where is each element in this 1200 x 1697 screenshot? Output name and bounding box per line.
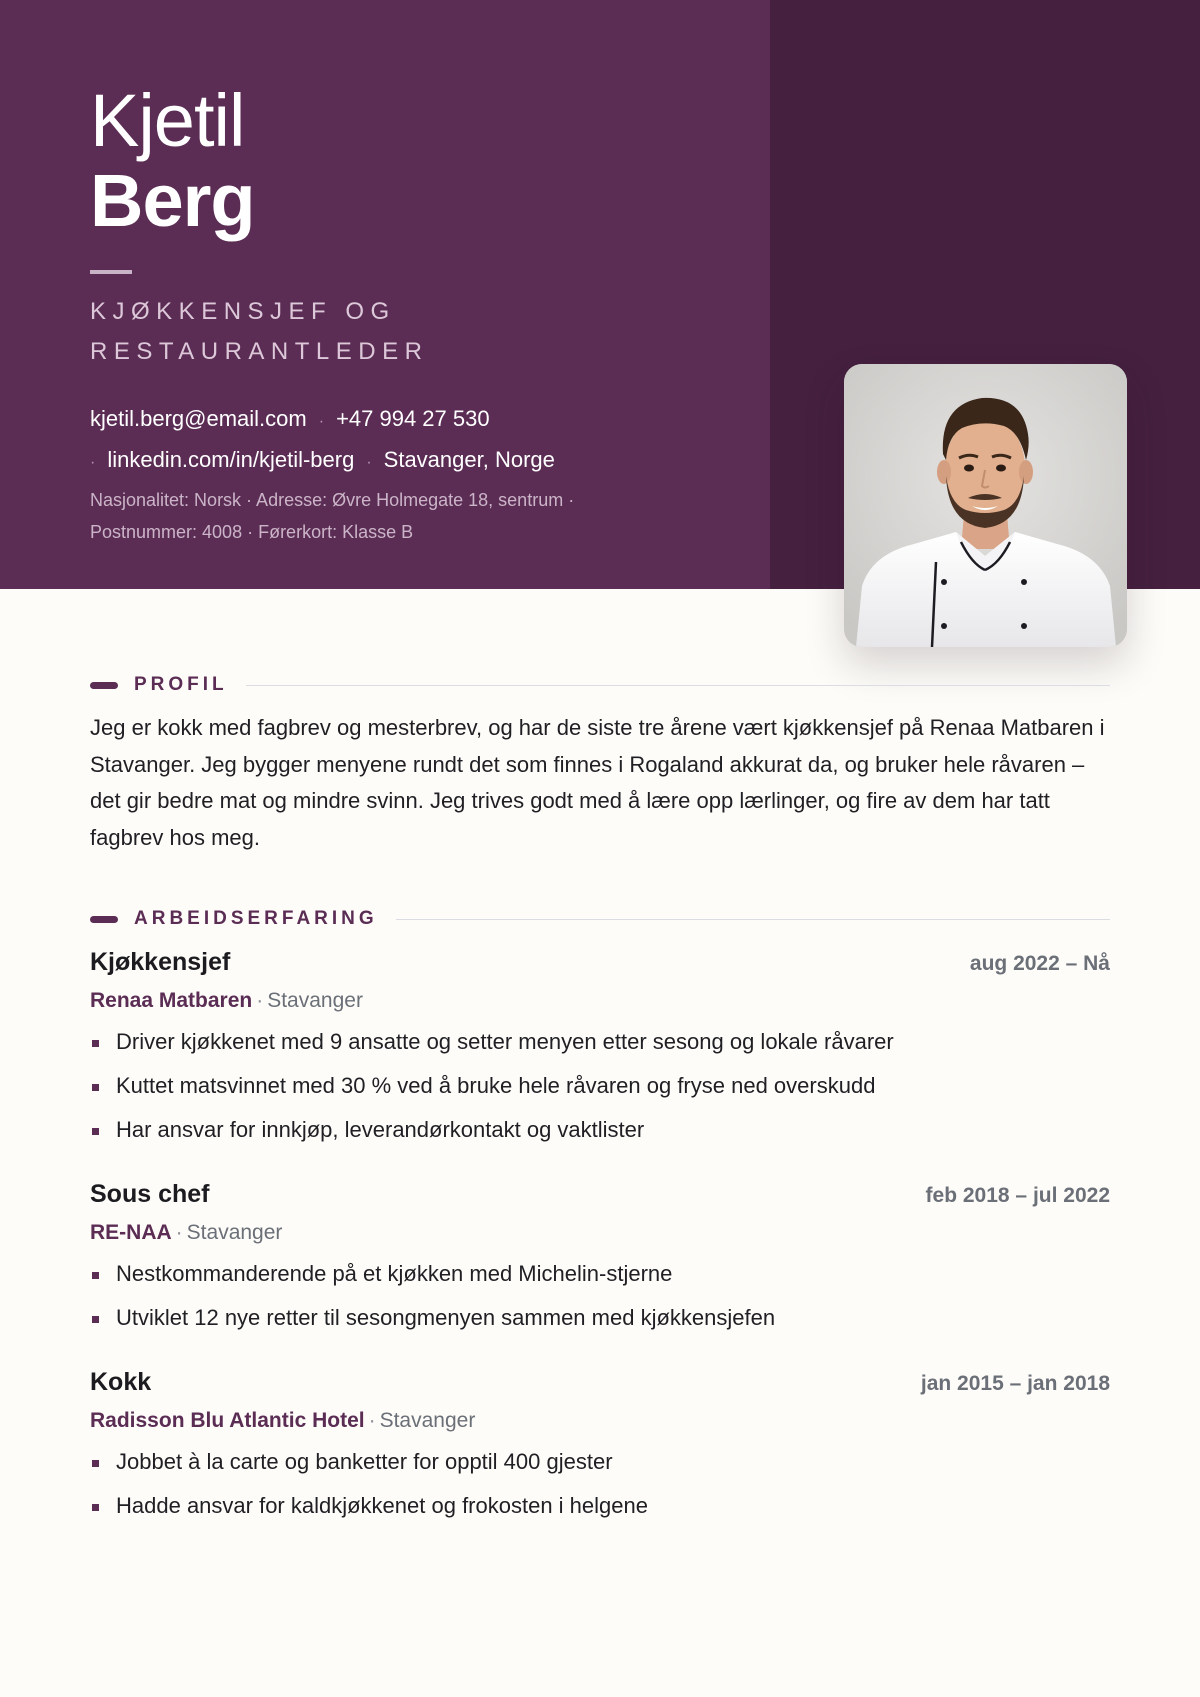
first-name: Kjetil [90,79,245,162]
separator-dot: · [175,1221,183,1244]
job-role: Kokk [90,1368,152,1396]
job-bullets [90,1449,1110,1519]
last-name: Berg [90,159,255,242]
profile-photo [844,364,1127,647]
separator-dot: · [90,454,96,471]
separator-dot: · [318,413,325,430]
contact-line-1 [90,400,690,441]
email-link[interactable]: kjetil.berg@email.com [90,406,307,431]
job-dates: jan 2015 – jan 2018 [920,1372,1110,1395]
job-company-line [90,1221,1110,1245]
bullet-item: Utviklet 12 nye retter til sesongmenyen sammen med kjøkkensjefen [90,1305,1110,1331]
separator-dot: · [256,989,264,1012]
section-title: ARBEIDSERFARING [134,908,378,929]
job-title: KJØKKENSJEF OG RESTAURANTLEDER [90,298,429,365]
section-heading-profile [90,674,1110,696]
bullet-item: Driver kjøkkenet med 9 ansatte og setter menyen etter sesong og lokale råvarer [90,1029,1110,1055]
job-bullets [90,1029,1110,1143]
personal-details [90,484,690,548]
bullet-item: Har ansvar for innkjøp, leverandørkontakt og vaktlister [90,1117,1110,1143]
company-city: Stavanger [379,1409,476,1432]
company-name: RE-NAA [90,1221,172,1244]
company-name: Renaa Matbaren [90,989,253,1012]
section-divider [396,919,1110,920]
section-divider [246,685,1110,686]
section-title: PROFIL [134,674,228,695]
job-role: Kjøkkensjef [90,948,231,976]
linkedin-link[interactable]: linkedin.com/in/kjetil-berg [107,447,355,472]
separator-dot: · [366,454,372,471]
section-heading-experience [90,908,1110,930]
location: Stavanger, Norge [383,447,555,472]
job-dates: feb 2018 – jul 2022 [925,1184,1110,1207]
bullet-item: Jobbet à la carte og banketter for opptil 400 gjester [90,1449,1110,1475]
chef-portrait-icon [844,364,1127,647]
job-entry [90,1180,1110,1349]
title-divider [90,270,132,274]
job-company-line [90,989,1110,1013]
profile-summary: Jeg er kokk med fagbrev og mesterbrev, og har de siste tre årene vært kjøkkensjef på Renaa Matbaren i Stavanger. Jeg bygger menyene rundt det som finnes i Rogaland akkurat da, og bruker hele råvaren – det gir bedre mat og mindre svinn. Jeg trives godt med å lære opp lærlinger, og fire av dem har tatt fagbrev hos meg. [90,715,1105,850]
separator-dot: · [368,1409,376,1432]
job-company-line [90,1409,1110,1433]
personal-details-line-2: Postnummer: 4008 · Førerkort: Klasse B [90,522,414,542]
bullet-item: Nestkommanderende på et kjøkken med Michelin-stjerne [90,1261,1110,1287]
company-city: Stavanger [186,1221,283,1244]
job-role: Sous chef [90,1180,210,1208]
bullet-item: Hadde ansvar for kaldkjøkkenet og frokosten i helgene [90,1493,1110,1519]
job-entry [90,1368,1110,1537]
section-marker [90,916,118,923]
contact-line-2 [90,441,690,482]
company-name: Radisson Blu Atlantic Hotel [90,1409,365,1432]
phone-link[interactable]: +47 994 27 530 [336,406,490,431]
section-marker [90,682,118,689]
company-city: Stavanger [267,989,363,1012]
personal-details-line-1: Nasjonalitet: Norsk · Adresse: Øvre Holmegate 18, sentrum · [90,490,575,510]
job-dates: aug 2022 – Nå [969,952,1110,975]
job-entry [90,948,1110,1161]
bullet-item: Kuttet matsvinnet med 30 % ved å bruke hele råvaren og fryse ned overskudd [90,1073,1110,1099]
job-bullets [90,1261,1110,1331]
contact-info [90,400,690,482]
